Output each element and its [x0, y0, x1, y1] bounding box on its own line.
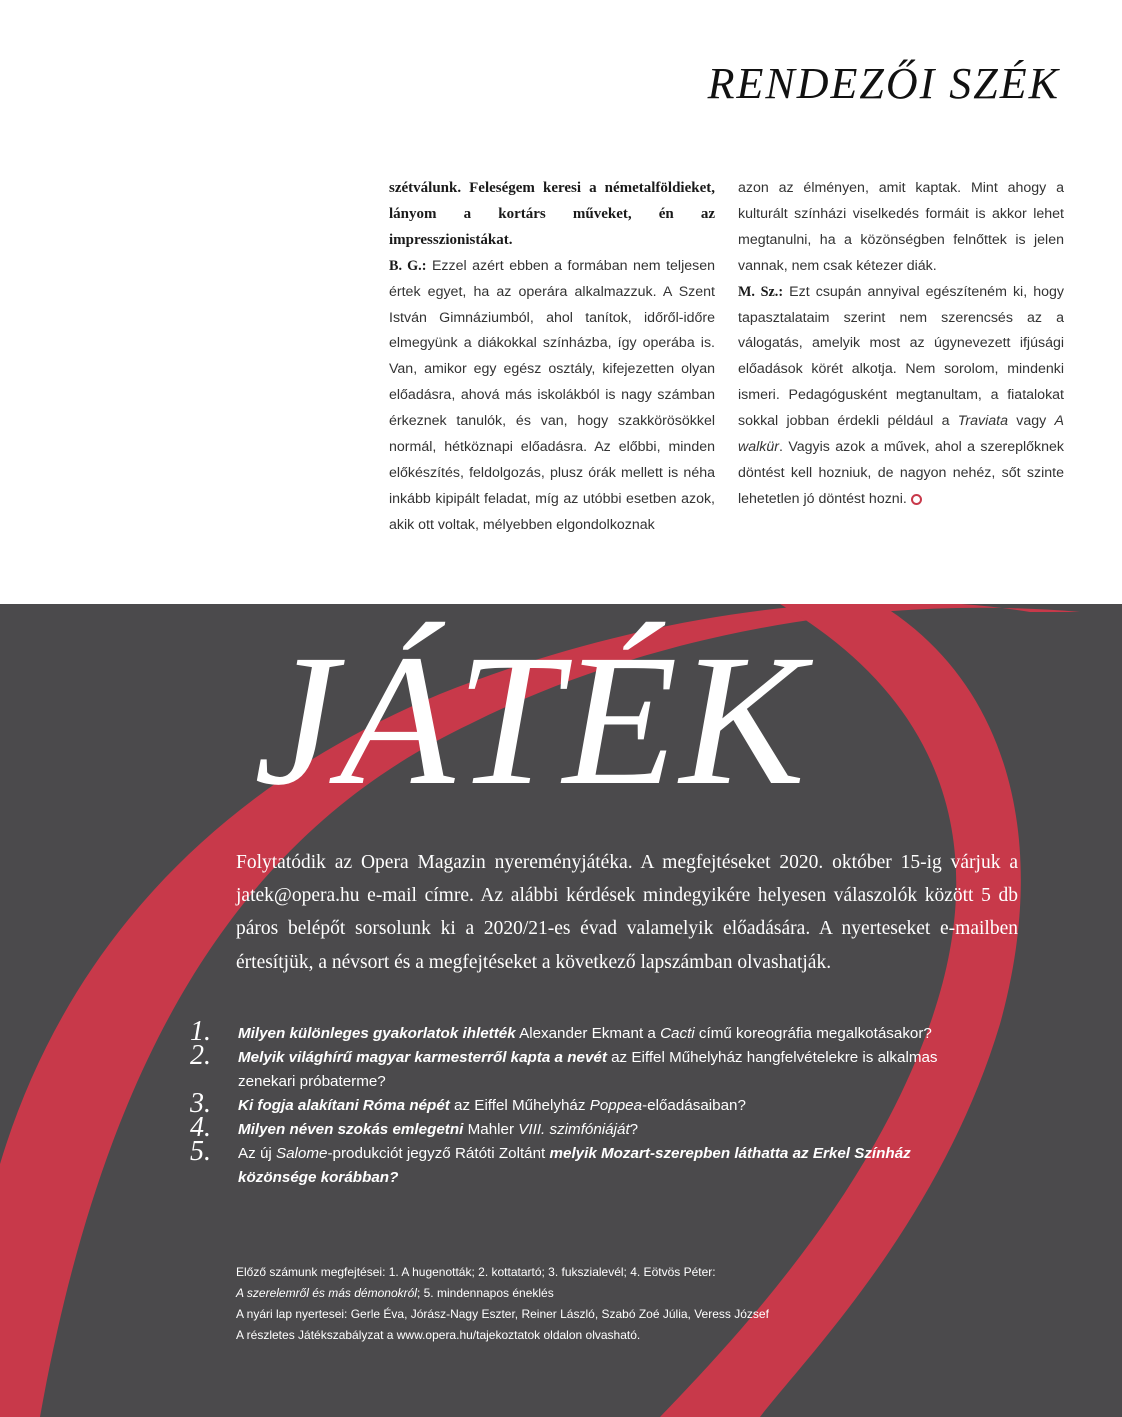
work-title-traviata: Traviata	[957, 413, 1008, 430]
rules-note: A részletes Játékszabályzat a www.opera.hu/tajekoztatok oldalon olvasható.	[236, 1328, 641, 1342]
question-italic: Cacti	[660, 1025, 695, 1042]
work-title-walkur: A walkür	[738, 413, 1065, 456]
section-title: RENDEZŐI SZÉK	[707, 59, 1060, 108]
question-item	[190, 1088, 990, 1119]
speaker-msz: M. Sz.:	[738, 283, 784, 300]
question-bold: melyik Mozart-szerepben láthatta az Erkel Színház közönsége korábban?	[238, 1145, 911, 1186]
question-text: Mahler	[463, 1121, 519, 1138]
footnotes	[236, 1262, 936, 1346]
article-column-right	[738, 176, 1064, 513]
question-text: az Eiffel Műhelyház	[449, 1097, 590, 1114]
game-title: JÁTÉK	[254, 615, 808, 824]
article-text-right-1: azon az élményen, amit kaptak. Mint ahogy a kulturált színházi viselkedés formáit is akkor lehet megtanulni, ha a közönségben felnőttek is jelen vannak, nem csak kétezer diák.	[738, 180, 1064, 274]
article-text-left: Ezzel azért ebben a formában nem teljesen értek egyet, ha az operára alkalmazzuk. A Szent István Gimnáziumból, ahol tanítok, időről-időre elmegyünk a diákokkal színházba, így operába is. Van, amikor egy egész osztály, kifejezetten olyan előadásra, ahová más iskolákból is nagy számban érkeznek tanulók, és van, hogy szakkörösökkel normál, hétköznapi előadásra. Az előbbi, minden előkészítés, feldolgozás, plusz órák mellett is néha inkább kipipált feladat, míg az utóbbi esetben azok, akik ott voltak, mélyebben elgondolkoznak	[389, 257, 715, 533]
article-text-right-3: vagy	[1007, 413, 1055, 430]
question-number: 2.	[190, 1040, 211, 1071]
summer-winners: A nyári lap nyertesei: Gerle Éva, Jórász-Nagy Eszter, Reiner László, Szabó Zoé Júlia, Veress József	[236, 1307, 769, 1321]
question-number: 4.	[190, 1112, 211, 1143]
question-item	[190, 1136, 990, 1190]
question-text: című koreográfia megalkotásakor?	[694, 1025, 932, 1042]
question-item	[190, 1040, 990, 1094]
article-column-left	[389, 176, 715, 539]
question-text: -produkciót jegyző Rátóti Zoltánt	[327, 1145, 550, 1162]
game-intro: Folytatódik az Opera Magazin nyereményjátéka. A megfejtéseket 2020. október 15-ig várjuk a jatek@opera.hu e-mail címre. Az alábbi kérdések mindegyikére helyesen válaszolók között 5 db páros belépőt sorsolunk ki a 2020/21-es évad valamelyik előadására. A nyerteseket e-mailben értesítjük, a névsort és a megfejtéseket a következő lapszámban olvashatják.	[236, 852, 1018, 973]
question-text: ?	[629, 1121, 639, 1138]
speaker-bg: B. G.:	[389, 257, 427, 274]
article-text-right-2: Ezt csupán annyival egészíteném ki, hogy tapasztalataim szerint nem szerencsés az a válogatás, amelyik most az úgynevezett ifjúsági előadások körét alkotja. Nem sorolom, mindenki ismeri. Pedagógusként megtanultam, a fiatalokat sokkal jobban érdekli például a	[738, 283, 1064, 430]
previous-answers-cont	[236, 1283, 936, 1304]
previous-answers: Előző számunk megfejtései: 1. A hugenották; 2. kottatartó; 3. fukszialevél; 4. Eötvös Péter:	[236, 1265, 716, 1279]
question-bold: Milyen különleges gyakorlatok ihlették	[238, 1025, 516, 1042]
question-number: 1.	[190, 1016, 211, 1047]
question-bold: Melyik világhírű magyar karmesterről kapta a nevét	[238, 1049, 607, 1066]
question-item	[190, 1112, 990, 1143]
question-italic: Salome	[275, 1145, 328, 1162]
question-text: -előadásaiban?	[642, 1097, 746, 1114]
answer-rest: ; 5. mindennapos éneklés	[416, 1286, 554, 1300]
question-number: 3.	[190, 1088, 211, 1119]
question-text: Az új	[238, 1145, 276, 1162]
question-italic: VIII. szimfóniáját	[518, 1121, 630, 1138]
end-mark-icon	[911, 494, 922, 505]
game-section	[0, 604, 1122, 1417]
question-bold: Milyen néven szokás emlegetni	[238, 1121, 464, 1138]
answer-work-title: A szerelemről és más démonokról	[236, 1286, 417, 1300]
article-lead: szétválunk. Feleségem keresi a németalföldieket, lányom a kortárs műveket, én az impresszionistákat.	[389, 180, 715, 248]
question-italic: Poppea	[589, 1097, 643, 1114]
article-text-right-4: . Vagyis azok a művek, ahol a szereplőknek döntést kell hozniuk, de nagyon nehéz, sőt szinte lehetetlen jó döntést hozni.	[738, 439, 1064, 507]
question-text: az Eiffel Műhelyház hangfelvételekre is alkalmas zenekari próbaterme?	[238, 1049, 938, 1090]
question-bold: Ki fogja alakítani Róma népét	[238, 1097, 450, 1114]
question-number: 5.	[190, 1136, 211, 1167]
question-list	[190, 1016, 990, 1190]
question-item	[190, 1016, 990, 1047]
question-text: Alexander Ekmant a	[515, 1025, 661, 1042]
